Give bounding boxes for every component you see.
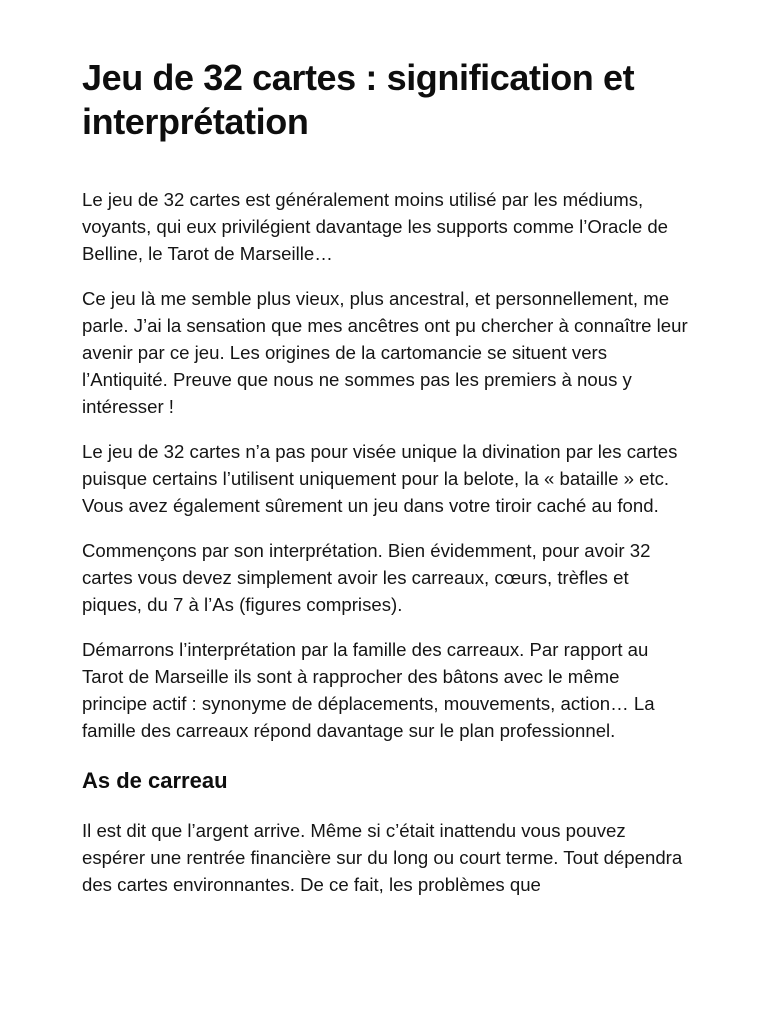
paragraph-intro: Le jeu de 32 cartes est généralement moins utilisé par les médiums, voyants, qui eux privilégient davantage les supports comme l’Oracle de Belline, le Tarot de Marseille… <box>82 189 669 264</box>
paragraph-as-de-carreau: Il est dit que l’argent arrive. Même si c’était inattendu vous pouvez espérer une rentrée financière sur du long ou court terme. Tout dépendra des cartes environnantes. De ce fait, les problèmes que <box>82 820 683 895</box>
article <box>82 56 688 898</box>
page-title: Jeu de 32 cartes : signification et interprétation <box>82 57 635 142</box>
section-heading-as-de-carreau: As de carreau <box>82 768 228 793</box>
paragraph-carreaux: Démarrons l’interprétation par la famille des carreaux. Par rapport au Tarot de Marseille ils sont à rapprocher des bâtons avec le même principe actif : synonyme de déplacements, mouvements, action… La famille des carreaux répond davantage sur le plan professionnel. <box>82 639 655 741</box>
paragraph-uses: Le jeu de 32 cartes n’a pas pour visée unique la divination par les cartes puisque certains l’utilisent uniquement pour la belote, la « bataille » etc. Vous avez également sûrement un jeu dans votre tiroir caché au fond. <box>82 441 678 516</box>
paragraph-composition: Commençons par son interprétation. Bien évidemment, pour avoir 32 cartes vous devez simplement avoir les carreaux, cœurs, trèfles et piques, du 7 à l’As (figures comprises). <box>82 540 651 615</box>
paragraph-ancestral: Ce jeu là me semble plus vieux, plus ancestral, et personnellement, me parle. J’ai la sensation que mes ancêtres ont pu chercher à connaître leur avenir par ce jeu. Les origines de la cartomancie se situent vers l’Antiquité. Preuve que nous ne sommes pas les premiers à nous y intéresser ! <box>82 288 688 417</box>
